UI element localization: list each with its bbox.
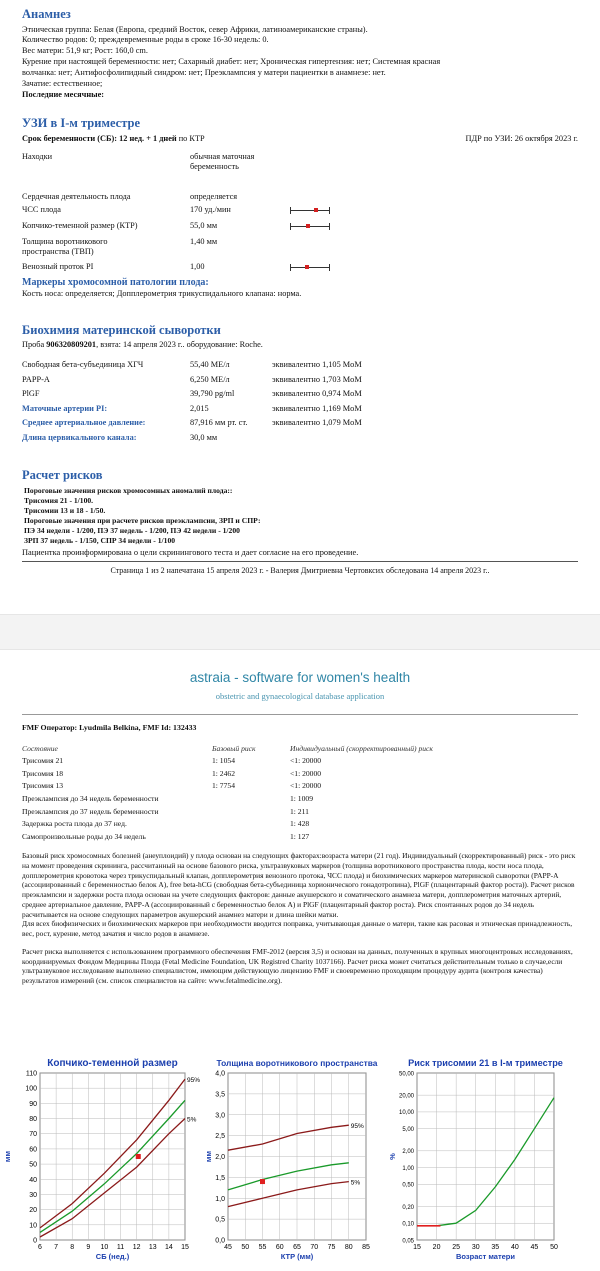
biochem-mom: эквивалентно 1,703 MoM	[272, 374, 362, 384]
x-tick-label: 11	[116, 1244, 125, 1251]
risk-header-base: Базовый риск	[212, 743, 256, 753]
anamnesis-title: Анамнез	[22, 7, 71, 21]
gestational-age: Срок беременности (СБ): 12 нед. + 1 дней	[22, 133, 177, 143]
edd: ПДР по УЗИ: 26 октября 2023 г.	[465, 133, 578, 143]
anamnesis-body	[22, 25, 578, 102]
series-label: 95%	[187, 1077, 201, 1085]
finding-label: ЧСС плода	[22, 204, 61, 214]
table-row	[22, 805, 578, 818]
biochem-label: Свободная бета-субъединица ХГЧ	[22, 360, 144, 370]
x-tick-label: 50	[241, 1244, 250, 1251]
ductus-venosus-range-bar	[290, 262, 330, 272]
table-row	[22, 830, 578, 843]
y-tick-label: 50	[29, 1161, 37, 1169]
x-axis-label: Возраст матери	[456, 1252, 515, 1261]
x-tick-label: 6	[38, 1244, 42, 1251]
threshold-line: Пороговые значения рисков хромосомных аномалий плода::	[24, 485, 233, 495]
header-rule	[22, 714, 578, 715]
chart-title: Копчико-теменной размер	[47, 1058, 178, 1069]
risk-individual: 1: 428	[290, 819, 310, 829]
risk-individual: <1: 20000	[290, 756, 322, 766]
y-tick-label: 2,5	[215, 1133, 225, 1141]
sample-suffix: , взята: 14 апреля 2023 г.. оборудование: Roche.	[96, 340, 263, 350]
x-axis-label: КТР (мм)	[280, 1252, 314, 1261]
nt-chart	[205, 1056, 390, 1271]
report-page-1	[0, 0, 600, 612]
biochem-label: PlGF	[22, 389, 40, 399]
y-tick-label: 0,05	[402, 1238, 414, 1245]
y-tick-label: 1,00	[402, 1165, 414, 1172]
table-row	[22, 755, 578, 768]
finding-label: Сердечная деятельность плода	[22, 191, 131, 201]
table-row	[22, 793, 578, 806]
ultrasound-title: УЗИ в I-м триместре	[22, 116, 140, 131]
biochem-mom: эквивалентно 1,169 MoM	[272, 403, 362, 413]
sample-prefix: Проба	[22, 340, 47, 350]
risk-individual: 1: 211	[290, 806, 309, 816]
x-tick-label: 10	[100, 1244, 109, 1251]
risk-condition: Самопроизвольные роды до 34 недель	[22, 831, 146, 841]
y-tick-label: 100	[25, 1085, 37, 1093]
anamnesis-line: волчанка: нет; Антифосфолипидный синдром: нет; Преэклампсия у матери пациентки в анамнезе: нет.	[22, 68, 386, 78]
biochem-mom: эквивалентно 1,079 MoM	[272, 418, 362, 428]
risk-base: 1: 1054	[212, 756, 235, 766]
biochem-label: Среднее артериальное давление:	[22, 418, 146, 428]
threshold-line: Пороговые значения при расчете рисков преэклампсии, ЗРП и СПР:	[24, 516, 261, 526]
consent-text: Пациентка проинформирована о цели скринингового теста и дает согласие на его проведение.	[22, 547, 359, 557]
x-tick-label: 85	[362, 1244, 370, 1251]
series-label: 95%	[350, 1123, 364, 1131]
y-tick-label: 3,0	[215, 1112, 225, 1120]
y-axis-label: мм	[3, 1150, 12, 1163]
finding-value: 170 уд./мин	[190, 204, 231, 214]
risk-table-header	[22, 742, 578, 755]
anamnesis-line: Зачатие: естественное;	[22, 79, 103, 89]
y-tick-label: 0,0	[215, 1237, 225, 1245]
risk-condition: Преэклампсия до 34 недель беременности	[22, 793, 159, 803]
y-tick-label: 0,10	[402, 1221, 414, 1228]
plot-frame	[40, 1073, 185, 1240]
x-tick-label: 13	[148, 1244, 157, 1251]
last-menses-label: Последние месячные:	[22, 90, 105, 100]
x-tick-label: 25	[452, 1244, 461, 1251]
finding-label: Толщина воротникового пространства (ТВП)	[22, 236, 108, 257]
risk-header-condition: Состояние	[22, 743, 58, 753]
finding-value: обычная маточная беременность	[190, 151, 255, 172]
risk-condition: Трисомия 13	[22, 781, 64, 791]
y-tick-label: 60	[29, 1146, 37, 1154]
footer-rule	[22, 561, 578, 562]
threshold-line: Трисомия 21 - 1/100.	[24, 495, 94, 505]
chart-title: Толщина воротникового пространства	[216, 1058, 378, 1068]
plot-frame	[417, 1073, 554, 1240]
y-tick-label: 50,00	[398, 1071, 414, 1078]
risk-individual: 1: 1009	[290, 793, 313, 803]
page-separator	[0, 614, 600, 650]
x-tick-label: 20	[432, 1244, 441, 1251]
risk-header-individual: Индивидуальный (скорректированный) риск	[290, 743, 433, 753]
table-row	[22, 818, 578, 831]
y-tick-label: 20,00	[398, 1093, 414, 1100]
x-tick-label: 50	[550, 1244, 558, 1251]
y-tick-label: 10,00	[398, 1110, 414, 1117]
risk-condition: Трисомия 21	[22, 756, 64, 766]
biochem-label: PAPP-A	[22, 374, 50, 384]
charts-area	[0, 1056, 600, 1271]
markers-text: Кость носа: определяется; Допплерометрия трикуспидального клапана: норма.	[22, 288, 302, 298]
finding-value: 1,40 мм	[190, 236, 218, 246]
chart-title: Риск трисомии 21 в I-м триместре	[408, 1058, 563, 1068]
x-tick-label: 35	[491, 1244, 500, 1251]
y-tick-label: 5,00	[402, 1126, 414, 1133]
risk-table	[22, 742, 578, 843]
y-tick-label: 0	[33, 1237, 37, 1245]
thresholds	[22, 486, 578, 547]
sample-info	[22, 340, 578, 351]
table-row	[22, 780, 578, 793]
brand-name: astraia - software for women's health	[189, 670, 411, 685]
risk-base: 1: 7754	[212, 781, 235, 791]
biochem-label: Маточные артерии PI:	[22, 403, 108, 413]
explanation-paragraph: Для всех биофизических и биохимических маркеров при необходимости вводится поправка, учитывающая данные о матери, такие как расовая и этническая принадлежность, вес, рост, курение, метод зачатия и число родов в анамнезе.	[22, 919, 573, 939]
y-tick-label: 2,00	[402, 1149, 414, 1156]
x-tick-label: 15	[413, 1244, 421, 1251]
y-tick-label: 0,50	[402, 1182, 414, 1189]
risk-base: 1: 2462	[212, 768, 235, 778]
sample-id: 906320809201	[46, 340, 97, 350]
explanation-paragraph: Расчет риска выполняется с использованием программного обеспечения FMF-2012 (версия 3,5) и основан на данных, полученных в крупных многоцентровых исследованиях, координируемых Фондом Медицины Плода (Fetal Medicine Foundation, UK Registred Charity 1037166). Расчет риска может считаться действительным только в случае,если ультразвуковое исследование выполнено специалистом, имеющим действующую лицензию FMF и своевременно проходящим процедуру аудита (контроля качества) результатов измерений (см. список специалистов на сайте: www.fetalmedicine.org).	[22, 946, 573, 986]
biochem-value: 2,015	[190, 403, 209, 413]
x-tick-label: 60	[275, 1244, 284, 1251]
biochem-mom: эквивалентно 1,105 MoM	[272, 360, 362, 370]
x-tick-label: 9	[86, 1244, 91, 1251]
explanation-paragraph: Базовый риск хромосомных болезней (анеуплоидий) у плода основан на следующих факторах:возраста матери (21 год). Индивидуальный (скорректированный) риск - это риск на момент проведения скрининга, рассчитанный на основе базового риска, ультразвуковых маркеров (толщина воротникового пространства плода, кости носа плода, допплерометрия кровотока через трикуспидальный клапан, допплерометрия венозного протока, ЧСС плода) и биохимических маркеров материнской сыворотки (PAPP-A (ассоциированный с беременностью белок A), free beta-hCG (свободная бета-субъединица хорионического гонадотропина), PlGF (плацентарный фактор роста)). Расчет рисков преэклампсии и задержки роста плода основан на учете следующих факторов: данные акушерского и соматического анамнеза матери, допплерометрия маточных артерий, среднее артериальное давление, PAPP-A (ассоциированный с беременностью белок A) и PlGF (плацентарный фактор роста). Риск спонтанных родов до 34 недель расчитывается на основе следующих параметров акушерский анамнез матери и длина шейки матки.	[22, 851, 576, 919]
x-tick-label: 12	[132, 1244, 141, 1251]
x-tick-label: 7	[54, 1244, 59, 1251]
biochem-mom: эквивалентно 0,974 MoM	[272, 389, 362, 399]
risk-individual: 1: 127	[290, 831, 310, 841]
y-tick-label: 1,0	[215, 1195, 225, 1203]
finding-value: 1,00	[190, 261, 205, 271]
risk-calc-title: Расчет рисков	[22, 468, 103, 483]
anamnesis-line: Количество родов: 0; преждевременные роды в сроке 16-30 недель: 0.	[22, 35, 269, 45]
ga-row	[22, 134, 578, 145]
y-tick-label: 90	[29, 1100, 37, 1108]
biochem-value: 55,40 МЕ/л	[190, 360, 230, 370]
biochem-value: 87,916 мм рт. ст.	[190, 418, 248, 428]
finding-value: 55,0 мм	[190, 220, 218, 230]
y-axis-label: %	[388, 1153, 397, 1160]
fmf-operator: FMF Оператор: Lyudmila Belkina, FMF Id: 132433	[22, 723, 197, 733]
finding-label: Венозный проток PI	[22, 261, 94, 271]
ga-suffix: по КТР	[176, 133, 205, 143]
biochem-value: 30,0 мм	[190, 432, 218, 442]
finding-label: Находки	[22, 151, 53, 161]
series-label: 5%	[187, 1116, 197, 1124]
y-tick-label: 10	[29, 1222, 37, 1230]
x-tick-label: 8	[70, 1244, 75, 1251]
biochem-value: 39,790 pg/ml	[190, 389, 235, 399]
crl-range-bar	[290, 221, 330, 231]
x-tick-label: 14	[164, 1244, 173, 1251]
finding-label: Копчико-теменной размер (КТР)	[22, 220, 138, 230]
y-tick-label: 110	[25, 1070, 37, 1078]
x-tick-label: 45	[224, 1244, 232, 1251]
biochem-value: 6,250 МЕ/л	[190, 374, 230, 384]
x-axis-label: СБ (нед.)	[95, 1252, 130, 1261]
y-tick-label: 80	[29, 1116, 37, 1124]
crl-chart	[0, 1056, 205, 1271]
y-tick-label: 2,0	[215, 1154, 225, 1161]
y-tick-label: 4,0	[215, 1070, 225, 1078]
y-tick-label: 3,5	[215, 1091, 225, 1099]
risk-condition: Преэклампсия до 37 недель беременности	[22, 806, 159, 816]
threshold-line: ЗРП 37 недель - 1/150, СПР 34 недели - 1/100	[24, 536, 176, 546]
table-row	[22, 768, 578, 781]
heart-rate-range-bar	[290, 205, 330, 215]
anamnesis-line: Этническая группа: Белая (Европа, средний Восток, север Африки, латиноамериканские страны).	[22, 24, 368, 34]
patient-point	[136, 1154, 141, 1159]
y-tick-label: 30	[29, 1191, 37, 1199]
risk-condition: Задержка роста плода до 37 нед.	[22, 819, 127, 829]
anamnesis-line: Курение при настоящей беременности: нет; Сахарный диабет: нет; Хроническая гипертензия: нет; Системная красная	[22, 57, 441, 67]
threshold-line: ПЭ 34 недели - 1/200, ПЭ 37 недель - 1/200, ПЭ 42 недели - 1/200	[24, 526, 240, 536]
x-tick-label: 30	[471, 1244, 480, 1251]
y-tick-label: 70	[29, 1131, 37, 1139]
biochem-table	[22, 360, 578, 447]
ultrasound-findings	[22, 152, 578, 276]
x-tick-label: 15	[181, 1244, 189, 1251]
threshold-line: Трисомии 13 и 18 - 1/50.	[24, 505, 106, 515]
markers-title: Маркеры хромосомной патологии плода:	[22, 276, 209, 288]
y-tick-label: 0,5	[215, 1216, 225, 1224]
x-tick-label: 75	[327, 1244, 336, 1251]
report-page-2	[0, 651, 600, 1271]
page-footer: Страница 1 из 2 напечатана 15 апреля 2023 г. - Валерия Дмитриевна Чертовкс​их обследована 14 апреля 2023 г..	[110, 565, 490, 575]
patient-point	[260, 1179, 265, 1184]
risk-condition: Трисомия 18	[22, 768, 64, 778]
x-tick-label: 45	[530, 1244, 539, 1251]
y-tick-label: 20	[29, 1207, 37, 1215]
t21-risk-chart	[390, 1056, 595, 1271]
biochem-label: Длина цервикального канала:	[22, 432, 137, 442]
x-tick-label: 70	[310, 1244, 319, 1251]
y-tick-label: 0,20	[402, 1204, 414, 1211]
y-axis-label: мм	[204, 1150, 213, 1163]
biochem-title: Биохимия материнской сыворотки	[22, 322, 221, 337]
x-tick-label: 55	[258, 1244, 267, 1251]
brand-subtitle: obstetric and gynaecological database application	[215, 690, 385, 701]
finding-value: определяется	[190, 191, 238, 201]
anamnesis-line: Вес матери: 51,9 кг; Рост: 160,0 cm.	[22, 46, 148, 56]
x-tick-label: 80	[344, 1244, 353, 1251]
risk-individual: <1: 20000	[290, 781, 322, 791]
x-tick-label: 40	[510, 1244, 519, 1251]
series-label: 5%	[350, 1179, 361, 1187]
y-tick-label: 1,5	[215, 1174, 225, 1182]
x-tick-label: 65	[293, 1244, 301, 1251]
y-tick-label: 40	[29, 1176, 37, 1184]
risk-individual: <1: 20000	[290, 768, 322, 778]
